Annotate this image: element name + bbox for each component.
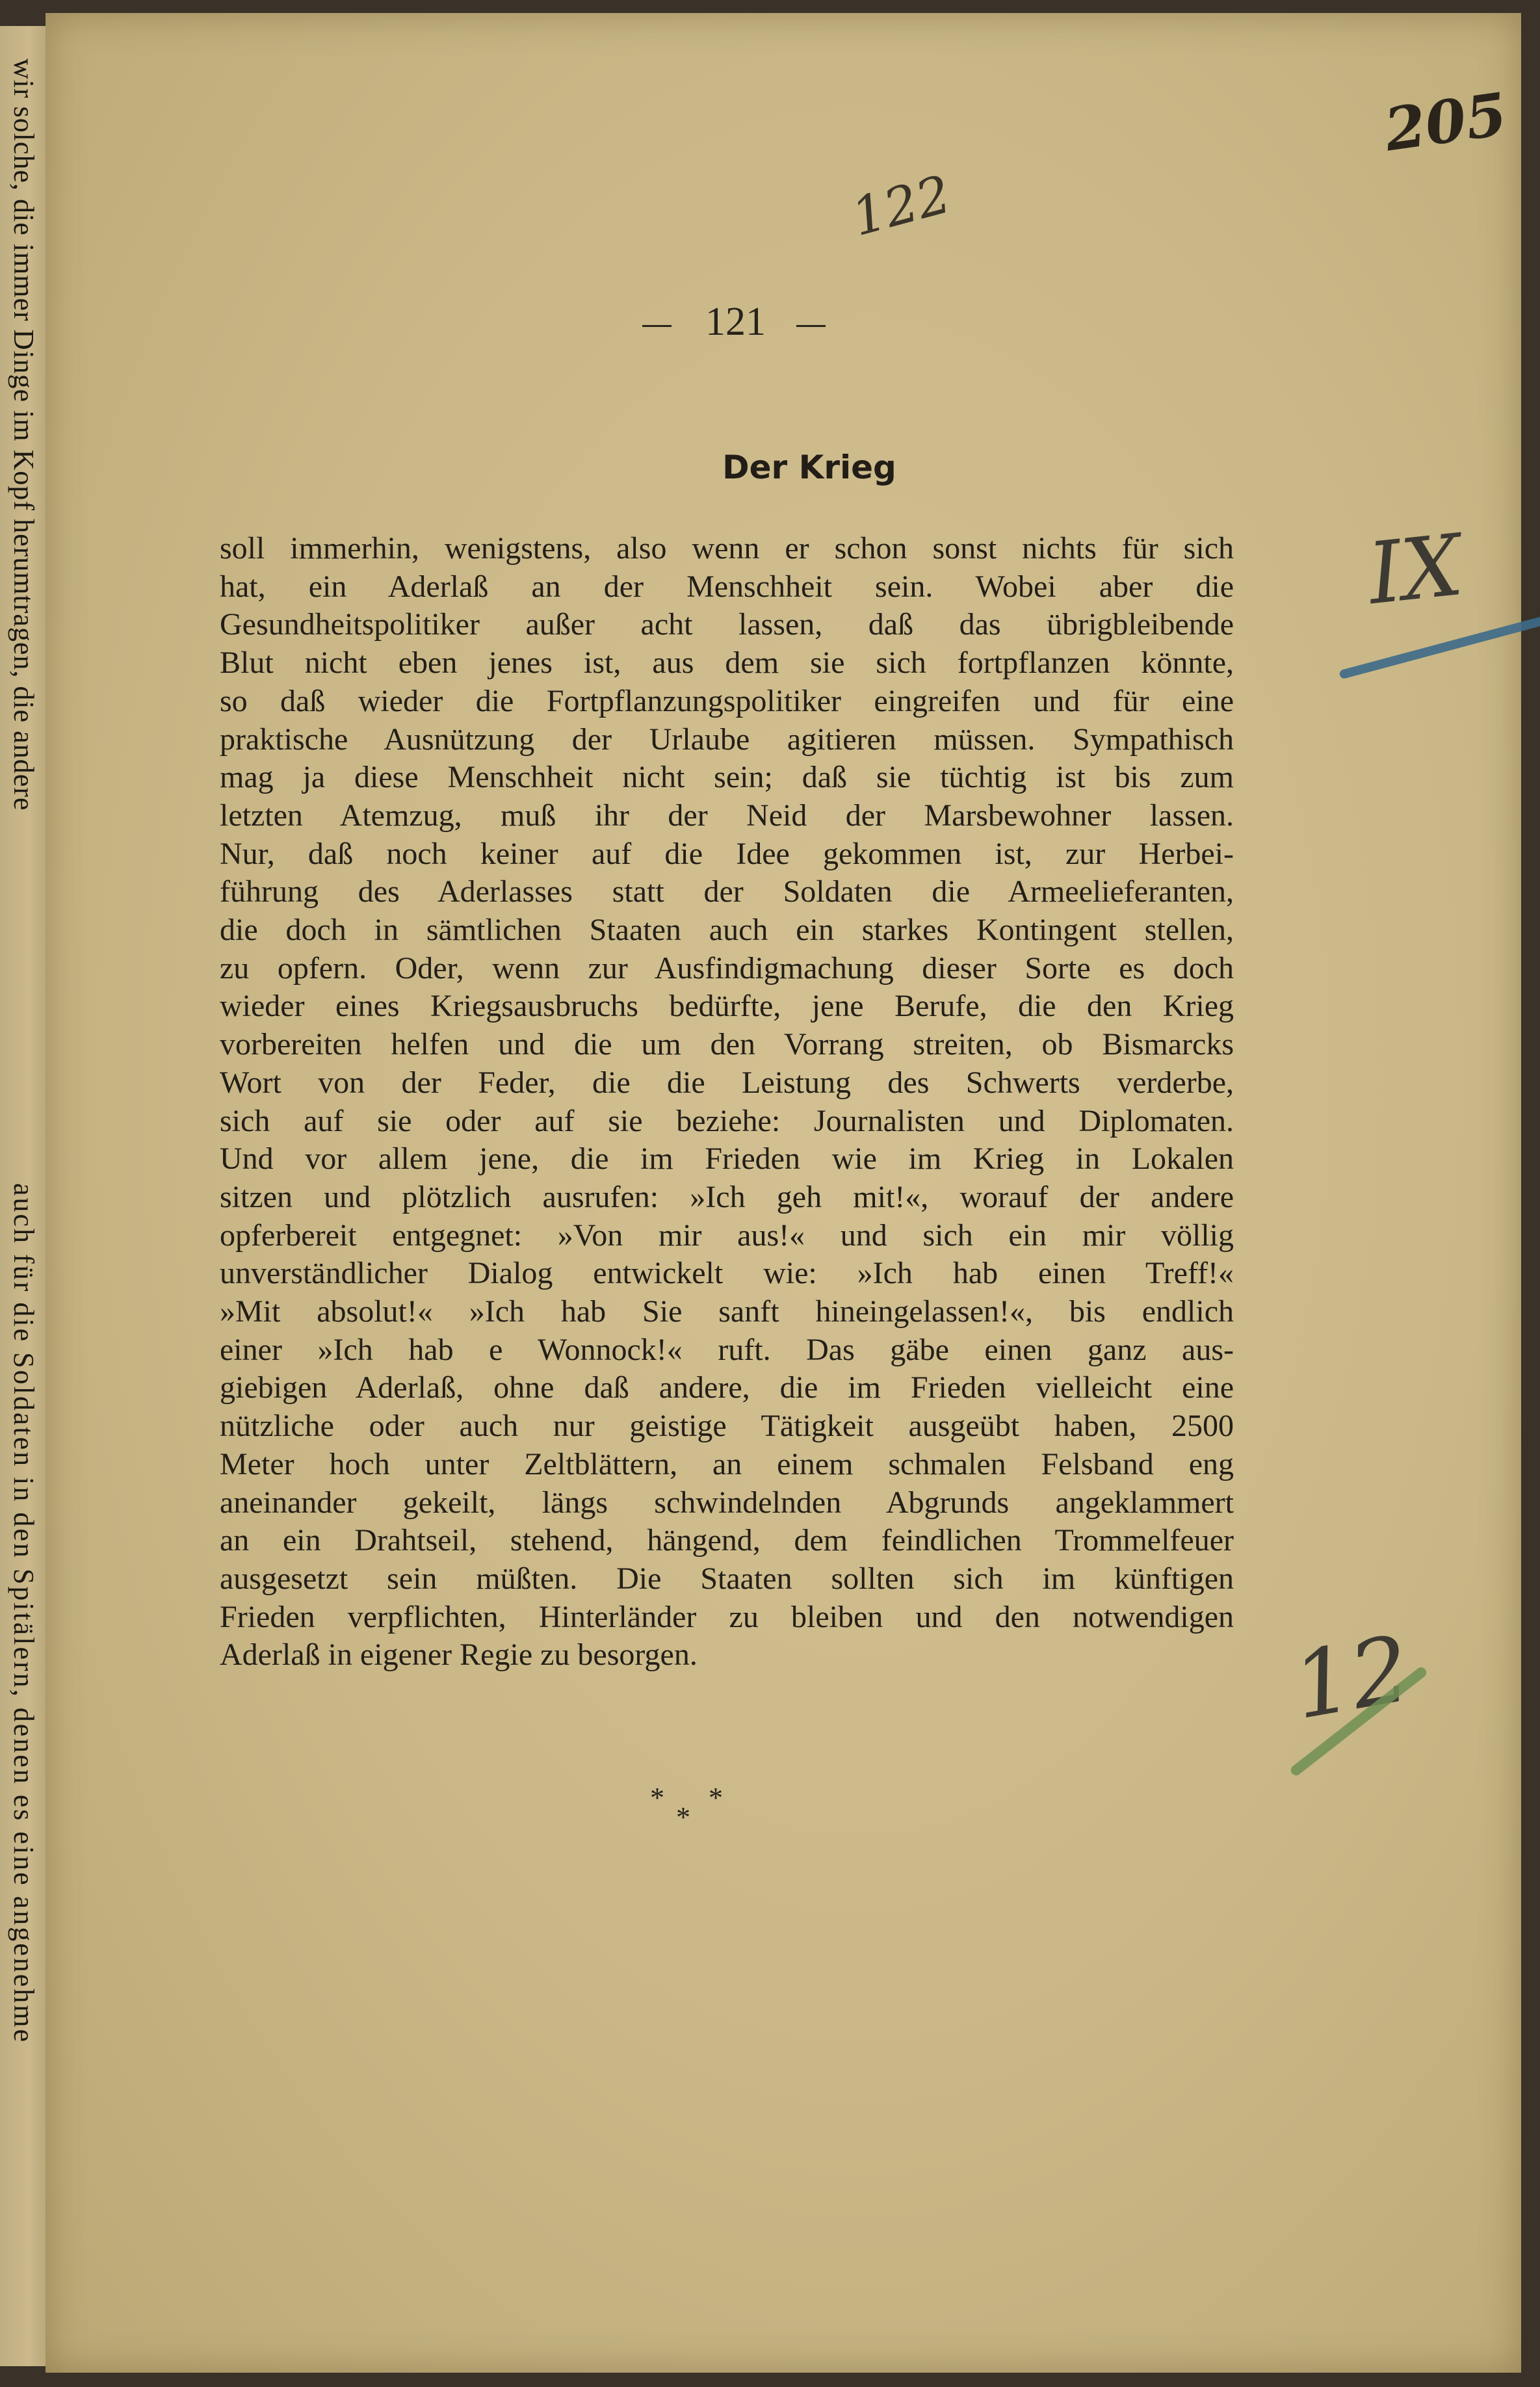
text-line: soll immerhin, wenigstens, also wenn er schon sonst nichts für sich [220,531,1234,566]
text-line: Meter hoch unter Zeltblättern, an einem schmalen Felsband eng [220,1446,1234,1481]
page-number: 121 [705,300,766,344]
text-line: Und vor allem jene, die im Frieden wie im Krieg in Lokalen [220,1141,1234,1177]
text-line: mag ja diese Menschheit nicht sein; daß sie tüchtig ist bis zum [220,760,1234,795]
text-line: so daß wieder die Fortpflanzungspolitiker eingreifen und für eine [220,683,1234,718]
text-line: »Mit absolut!« »Ich hab Sie sanft hineingelassen!«, bis endlich [220,1294,1234,1329]
body-text [220,530,1234,1675]
chapter-title: Der Krieg [722,449,896,486]
text-line: nützliche oder auch nur geistige Tätigkeit ausgeübt haben, 2500 [220,1409,1234,1444]
text-line: vorbereiten helfen und die um den Vorrang streiten, ob Bismarcks [220,1027,1234,1062]
text-line: ausgesetzt sein müßten. Die Staaten sollten sich im künftigen [220,1561,1234,1596]
text-line: zu opfern. Oder, wenn zur Ausfindigmachung dieser Sorte es doch [220,950,1234,985]
page-number-dash-left [642,325,672,327]
text-line: letzten Atemzug, muß ihr der Neid der Marsbewohner lassen. [220,798,1234,833]
text-line: an ein Drahtseil, stehend, hängend, dem feindlichen Trommelfeuer [220,1523,1234,1558]
handwritten-folio: 205 [1380,79,1511,165]
section-break-star: * [709,1782,723,1814]
section-break-star: * [676,1801,690,1833]
text-line: hat, ein Aderlaß an der Menschheit sein. Wobei aber die [220,569,1234,604]
text-line: Frieden verpflichten, Hinterländer zu bleiben und den notwendigen [220,1599,1234,1634]
text-line: giebigen Aderlaß, ohne daß andere, die im Frieden vielleicht eine [220,1370,1234,1405]
left-page-text-bottom: auch für die Soldaten in den Spitälern, denen es eine angenehme [8,1183,40,2044]
text-line: Gesundheitspolitiker außer acht lassen, daß das übrigbleibende [220,607,1234,642]
page-number-dash-right [796,325,826,327]
text-line: Wort von der Feder, die die Leistung des Schwerts verderbe, [220,1065,1234,1100]
text-line: wieder eines Kriegsausbruchs bedürfte, jene Berufe, die den Krieg [220,989,1234,1024]
text-line: einer »Ich hab e Wonnock!« ruft. Das gäbe einen ganz aus- [220,1332,1234,1367]
text-line: die doch in sämtlichen Staaten auch ein starkes Kontingent stellen, [220,913,1234,948]
handwritten-page-number: 122 [845,163,958,248]
text-line: sich auf sie oder auf sie beziehe: Journalisten und Diplomaten. [220,1103,1234,1138]
left-page-text-top: wir solche, die immer Dinge im Kopf herumtragen, die andere [8,59,40,811]
text-line: praktische Ausnützung der Urlaube agitieren müssen. Sympathisch [220,722,1234,757]
text-line: Nur, daß noch keiner auf die Idee gekommen ist, zur Herbei- [220,836,1234,871]
text-line: opferbereit entgegnet: »Von mir aus!« und sich ein mir völlig [220,1218,1234,1253]
text-line: aneinander gekeilt, längs schwindelnden Abgrunds angeklammert [220,1485,1234,1520]
text-line: sitzen und plötzlich ausrufen: »Ich geh mit!«, worauf der andere [220,1179,1234,1214]
section-break-star: * [650,1782,664,1814]
text-line: Blut nicht eben jenes ist, aus dem sie sich fortpflanzen könnte, [220,646,1234,681]
text-line: führung des Aderlasses statt der Soldaten die Armeelieferanten, [220,874,1234,909]
left-page-edge [0,26,49,2366]
text-line: unverständlicher Dialog entwickelt wie: »Ich hab einen Treff!« [220,1256,1234,1291]
margin-note-top: IX [1363,515,1467,624]
blue-pencil-stroke [1338,610,1540,680]
margin-note-bottom: 12 [1285,1615,1418,1741]
text-line: Aderlaß in eigener Regie zu besorgen. [220,1637,698,1673]
book-page [46,13,1521,2373]
